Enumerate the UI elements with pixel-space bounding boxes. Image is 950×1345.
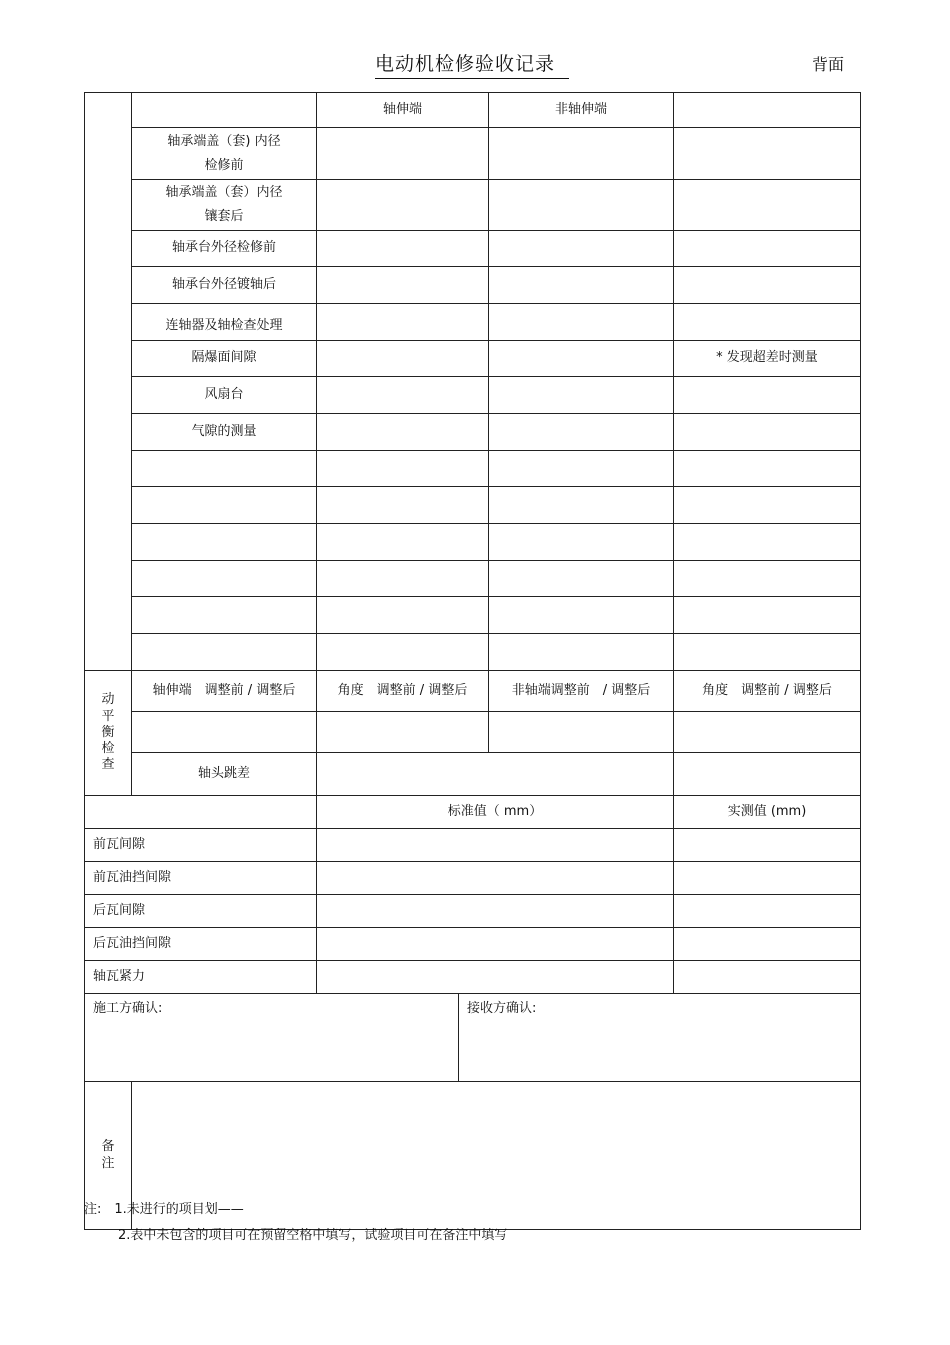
input-cell[interactable] [674, 561, 861, 597]
col-header-drive-end: 轴伸端 [317, 93, 489, 128]
balance-header-non-drive-end: 非轴端调整前 / 调整后 [489, 671, 674, 712]
bearing-row-front-oil-seal: 前瓦油挡间隙 [85, 862, 317, 895]
input-cell[interactable] [489, 180, 674, 231]
footnotes [84, 1197, 507, 1249]
footnote-1: 注: 1.未进行的项目划—— [84, 1202, 244, 1217]
input-cell[interactable] [317, 895, 674, 928]
input-cell[interactable] [674, 753, 861, 796]
input-cell[interactable] [317, 753, 674, 796]
input-cell[interactable] [317, 128, 489, 180]
input-cell[interactable] [317, 829, 674, 862]
input-cell[interactable] [317, 634, 489, 671]
input-cell[interactable] [317, 712, 489, 753]
page-side-label: 背面 [812, 55, 845, 74]
receiver-confirm[interactable]: 接收方确认: [459, 994, 861, 1082]
input-cell[interactable] [489, 377, 674, 414]
input-cell[interactable] [489, 231, 674, 267]
input-cell[interactable] [489, 304, 674, 341]
row-label-air-gap: 气隙的测量 [132, 414, 317, 451]
input-cell[interactable] [674, 180, 861, 231]
footnote-2: 2.表中未包含的项目可在预留空格中填写，试验项目可在备注中填写 [118, 1228, 508, 1243]
input-cell[interactable] [317, 524, 489, 561]
inspection-form-table [84, 92, 861, 1230]
page-title: 电动机检修验收记录 [375, 52, 569, 79]
input-cell[interactable] [317, 377, 489, 414]
gap-note: * 发现超差时测量 [674, 341, 861, 377]
row-label-coupling-shaft: 连轴器及轴检查处理 [132, 304, 317, 341]
input-cell[interactable] [489, 524, 674, 561]
input-cell[interactable] [674, 961, 861, 994]
input-cell[interactable] [674, 451, 861, 487]
blank-label-cell[interactable] [132, 487, 317, 524]
balance-header-angle-2: 角度 调整前 / 调整后 [674, 671, 861, 712]
input-cell[interactable] [317, 961, 674, 994]
input-cell[interactable] [674, 928, 861, 961]
input-cell[interactable] [489, 487, 674, 524]
blank-label-cell[interactable] [132, 561, 317, 597]
balance-header-angle-1: 角度 调整前 / 调整后 [317, 671, 489, 712]
measure-side-cell [85, 93, 132, 671]
measure-header-extra [674, 93, 861, 128]
input-cell[interactable] [674, 267, 861, 304]
input-cell[interactable] [674, 128, 861, 180]
input-cell[interactable] [317, 487, 489, 524]
input-cell[interactable] [489, 341, 674, 377]
input-cell[interactable] [674, 377, 861, 414]
balance-side-label: 动 平 衡 检 查 [85, 671, 132, 796]
measure-header-blank [132, 93, 317, 128]
input-cell[interactable] [489, 597, 674, 634]
input-cell[interactable] [489, 128, 674, 180]
input-cell[interactable] [489, 561, 674, 597]
input-cell[interactable] [489, 414, 674, 451]
input-cell[interactable] [317, 451, 489, 487]
input-cell[interactable] [674, 487, 861, 524]
bearing-row-rear-oil-seal: 后瓦油挡间隙 [85, 928, 317, 961]
input-cell[interactable] [674, 524, 861, 561]
row-label-shaft-runout: 轴头跳差 [132, 753, 317, 796]
blank-label-cell[interactable] [132, 597, 317, 634]
input-cell[interactable] [674, 597, 861, 634]
input-cell[interactable] [317, 341, 489, 377]
input-cell[interactable] [317, 928, 674, 961]
input-cell[interactable] [317, 267, 489, 304]
input-cell[interactable] [317, 231, 489, 267]
input-cell[interactable] [674, 304, 861, 341]
input-cell[interactable] [674, 862, 861, 895]
input-cell[interactable] [674, 634, 861, 671]
bearing-header-blank [85, 796, 317, 829]
col-header-non-drive-end: 非轴伸端 [489, 93, 674, 128]
input-cell[interactable] [489, 634, 674, 671]
row-label-bearing-cap-before: 轴承端盖（套) 内径 检修前 [132, 128, 317, 180]
bearing-row-tightness: 轴瓦紧力 [85, 961, 317, 994]
blank-label-cell[interactable] [132, 634, 317, 671]
input-cell[interactable] [317, 304, 489, 341]
balance-header-drive-end: 轴伸端 调整前 / 调整后 [132, 671, 317, 712]
row-label-bearing-seat-before: 轴承台外径检修前 [132, 231, 317, 267]
contractor-confirm[interactable]: 施工方确认: [85, 994, 459, 1082]
blank-label-cell[interactable] [132, 524, 317, 561]
input-cell[interactable] [489, 451, 674, 487]
input-cell[interactable] [674, 231, 861, 267]
input-cell[interactable] [489, 712, 674, 753]
input-cell[interactable] [317, 561, 489, 597]
row-label-bearing-cap-after: 轴承端盖（套）内径 镶套后 [132, 180, 317, 231]
remarks-label: 备 注 [85, 1082, 132, 1230]
row-label-bearing-seat-plated: 轴承台外径镀轴后 [132, 267, 317, 304]
row-label-flameproof-gap: 隔爆面间隙 [132, 341, 317, 377]
row-label-fan-seat: 风扇台 [132, 377, 317, 414]
input-cell[interactable] [317, 597, 489, 634]
input-cell[interactable] [674, 895, 861, 928]
bearing-row-rear-clearance: 后瓦间隙 [85, 895, 317, 928]
blank-label-cell[interactable] [132, 451, 317, 487]
input-cell[interactable] [489, 267, 674, 304]
input-cell[interactable] [674, 829, 861, 862]
input-cell[interactable] [317, 862, 674, 895]
bearing-header-standard: 标准值（ mm） [317, 796, 674, 829]
input-cell[interactable] [317, 414, 489, 451]
input-cell[interactable] [317, 180, 489, 231]
bearing-header-actual: 实测值 (mm) [674, 796, 861, 829]
input-cell[interactable] [674, 712, 861, 753]
input-cell[interactable] [674, 414, 861, 451]
input-cell[interactable] [132, 712, 317, 753]
bearing-row-front-clearance: 前瓦间隙 [85, 829, 317, 862]
